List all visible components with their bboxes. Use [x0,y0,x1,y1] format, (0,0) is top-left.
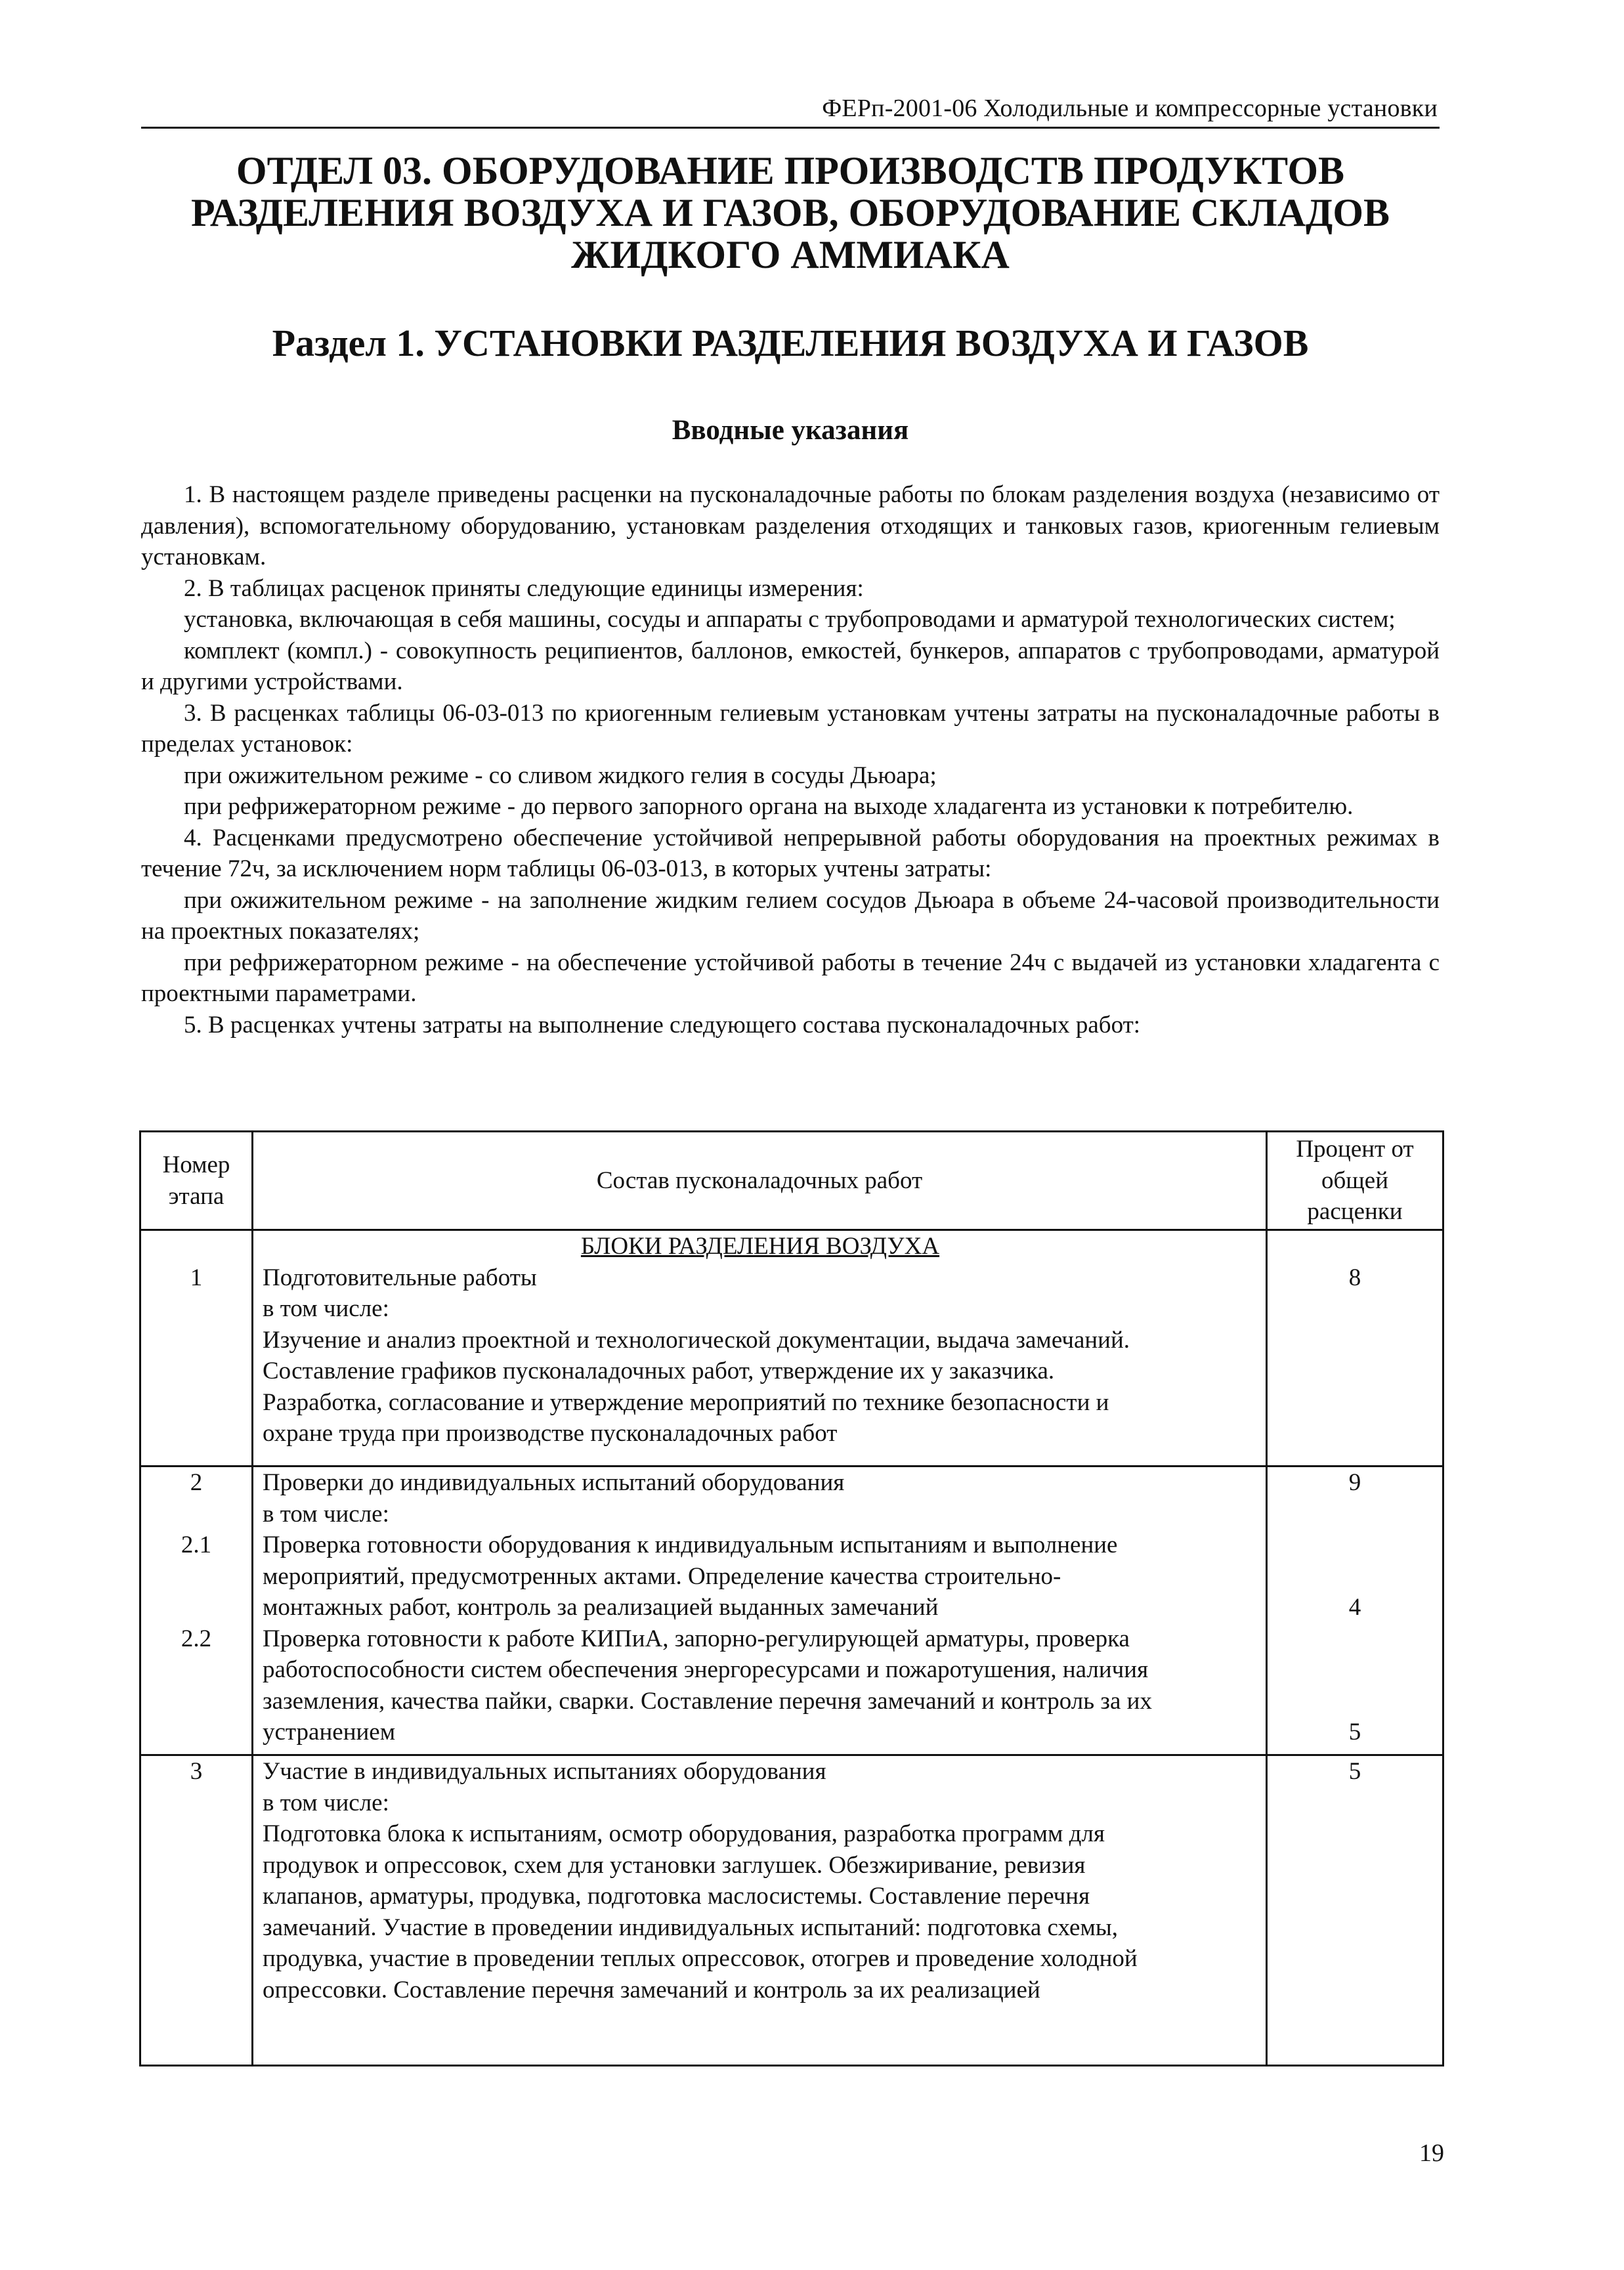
composition-line: опрессовки. Составление перечня замечаний и контроль за их реализацией [263,1976,1040,2003]
department-title-line: ОТДЕЛ 03. ОБОРУДОВАНИЕ ПРОИЗВОДСТВ ПРОДУКТОВ [236,149,1345,192]
percent-value [1268,1623,1442,1655]
composition-cell [253,1467,1267,1755]
stage-number: 2.2 [181,1625,212,1652]
composition-line: монтажных работ, контроль за реализацией выданных замечаний [263,1594,939,1621]
stage-number-cell [140,1467,253,1755]
composition-line: в том числе: [263,1295,389,1322]
section-title: Раздел 1. УСТАНОВКИ РАЗДЕЛЕНИЯ ВОЗДУХА И ГАЗОВ [272,322,1309,364]
composition-line: продувка, участие в проведении теплых опрессовок, отогрев и проведение холодной [263,1945,1138,1972]
composition-line: мероприятий, предусмотренных актами. Определение качества строительно- [263,1562,1061,1590]
intro-paragraph: при ожижительном режиме - на заполнение жидким гелием сосудов Дьюара в объеме 24-часовой производительности на проектных показателях; [141,886,1440,945]
composition-line: Проверка готовности оборудования к индивидуальным испытаниям и выполнение [263,1531,1118,1558]
stage-number [141,1499,251,1530]
composition-line: охране труда при производстве пусконаладочных работ [263,1420,838,1447]
intro-heading: Вводные указания [672,415,909,446]
running-header: ФЕРп-2001-06 Холодильные и компрессорные установки [822,95,1438,122]
stage-number [141,1592,251,1623]
stage-number: 2 [190,1469,203,1496]
header-rule [141,127,1440,129]
intro-paragraph: 3. В расценках таблицы 06-03-013 по криогенным гелиевым установкам учтены затраты на пусконаладочные работы в пределах установок: [141,699,1440,758]
intro-paragraph: 5. В расценках учтены затраты на выполнение следующего состава пусконаладочных работ: [184,1011,1141,1039]
intro-text [141,479,1440,1040]
stage-number: 2.1 [181,1531,212,1558]
composition-line: заземления, качества пайки, сварки. Составление перечня замечаний и контроль за их [263,1687,1152,1715]
header-stage-number [140,1132,253,1230]
percent-value: 5 [1348,1719,1361,1745]
composition-line: в том числе: [263,1789,389,1816]
percent-value: 9 [1348,1469,1361,1496]
work-composition-table [139,1130,1444,2067]
composition-cell [253,1230,1267,1467]
percent-value: 8 [1348,1264,1361,1291]
composition-line: Подготовка блока к испытаниям, осмотр оборудования, разработка программ для [263,1820,1105,1847]
intro-paragraph: при рефрижераторном режиме - до первого запорного органа на выходе хладагента из установки к потребителю. [184,793,1354,820]
percent-value [1268,1686,1442,1717]
percent-cell [1267,1467,1443,1755]
composition-line: устранением [263,1719,396,1745]
table-header-row [140,1132,1443,1230]
department-title-line: РАЗДЕЛЕНИЯ ВОЗДУХА И ГАЗОВ, ОБОРУДОВАНИЕ СКЛАДОВ [190,191,1390,234]
composition-line: Разработка, согласование и утверждение мероприятий по технике безопасности и [263,1388,1109,1416]
composition-line: Изучение и анализ проектной и технологической документации, выдача замечаний. [263,1326,1130,1354]
intro-paragraph: 2. В таблицах расценок приняты следующие единицы измерения: [184,574,864,602]
percent-value [1268,1530,1442,1561]
department-title-line: ЖИДКОГО АММИАКА [571,233,1010,276]
header-percent-line: расценки [1307,1198,1403,1226]
intro-paragraph: 4. Расценками предусмотрено обеспечение устойчивой непрерывной работы оборудования на проектных режимах в течение 72ч, за исключением норм таблицы 06-03-013, в которых учтены затраты: [141,824,1440,882]
composition-cell [253,1755,1267,2066]
header-stage-number-line: этапа [168,1182,224,1210]
composition-line: замечаний. Участие в проведении индивидуальных испытаний: подготовка схемы, [263,1914,1119,1941]
percent-cell [1267,1230,1443,1467]
stage-number [141,1561,251,1593]
header-percent [1267,1132,1443,1230]
composition-line: продувок и опрессовок, схем для установки заглушек. Обезжиривание, ревизия [263,1851,1086,1879]
page-number: 19 [1419,2139,1444,2167]
composition-line: работоспособности систем обеспечения энергоресурсами и пожаротушения, наличия [263,1656,1149,1683]
header-composition: Состав пусконаладочных работ [253,1132,1267,1230]
header-stage-number-line: Номер [162,1151,230,1178]
department-title [141,150,1440,276]
composition-line: Участие в индивидуальных испытаниях оборудования [263,1758,826,1785]
intro-paragraph: при ожижительном режиме - со сливом жидкого гелия в сосуды Дьюара; [184,761,937,789]
composition-line: Проверки до индивидуальных испытаний оборудования [263,1469,845,1496]
composition-line: в том числе: [263,1500,389,1528]
header-percent-line: Процент от [1296,1136,1414,1163]
composition-line: Составление графиков пусконаладочных работ, утверждение их у заказчика. [263,1358,1055,1384]
composition-line: клапанов, арматуры, продувка, подготовка маслосистемы. Составление перечня [263,1883,1090,1910]
intro-paragraph: комплект (компл.) - совокупность реципиентов, баллонов, емкостей, бункеров, аппаратов с трубопроводами, арматурой и другими устройствами. [141,637,1440,695]
table-row [140,1755,1443,2066]
percent-cell [1267,1755,1443,2066]
table-row [140,1467,1443,1755]
stage-number: 1 [190,1264,203,1291]
block-title: БЛОКИ РАЗДЕЛЕНИЯ ВОЗДУХА [580,1233,940,1260]
stage-number-cell [140,1230,253,1467]
percent-value [1268,1561,1442,1593]
header-percent-line: общей [1321,1167,1389,1194]
percent-value [1268,1654,1442,1686]
composition-line: Проверка готовности к работе КИПиА, запорно-регулирующей арматуры, проверка [263,1625,1130,1652]
stage-number-cell [140,1755,253,2066]
intro-paragraph: 1. В настоящем разделе приведены расценки на пусконаладочные работы по блокам разделения воздуха (независимо от давления), вспомогательному оборудованию, установкам разделения отходящих и танковых газов, криогенным гелиевым установкам. [141,481,1440,570]
table-row [140,1230,1443,1467]
percent-value: 4 [1348,1594,1361,1621]
stage-number: 3 [190,1758,203,1785]
composition-line: Подготовительные работы [263,1264,537,1291]
percent-value [1268,1499,1442,1530]
percent-value: 5 [1348,1758,1361,1785]
intro-paragraph: при рефрижераторном режиме - на обеспечение устойчивой работы в течение 24ч с выдачей из установки хладагента с проектными параметрами. [141,949,1440,1007]
intro-paragraph: установка, включающая в себя машины, сосуды и аппараты с трубопроводами и арматурой технологических систем; [184,606,1396,633]
